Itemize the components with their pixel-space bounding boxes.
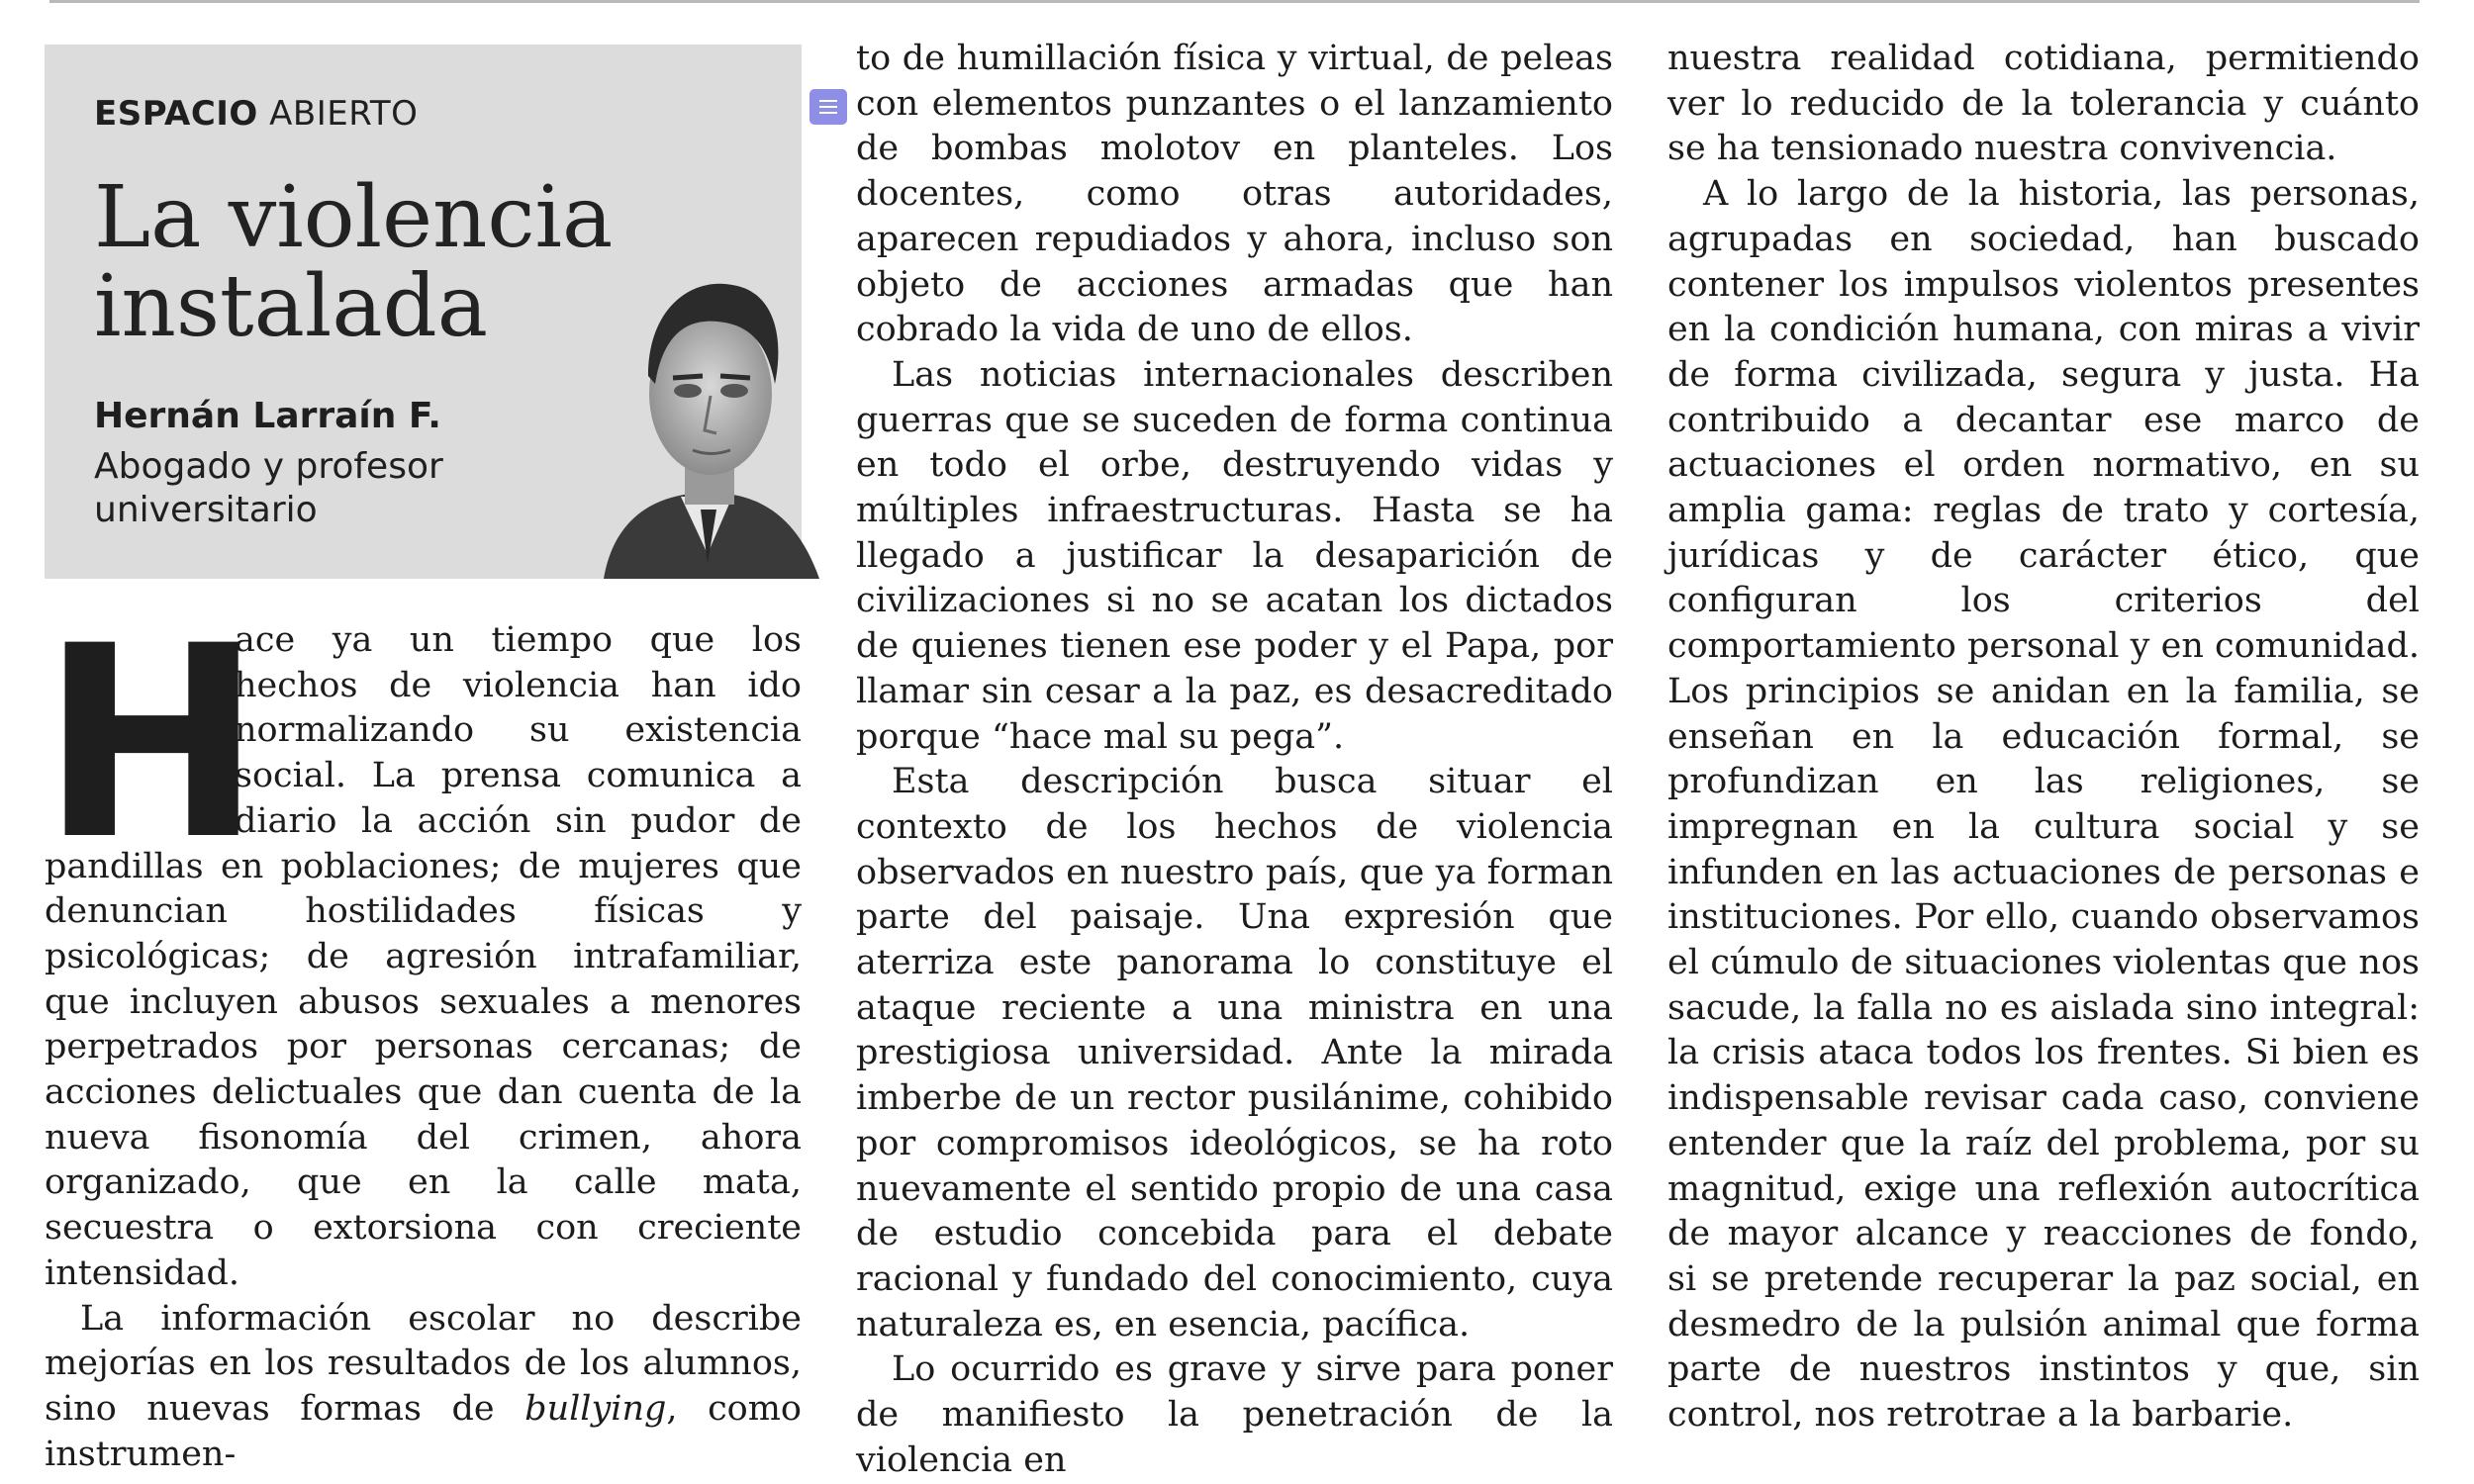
svg-text:H: H — [41, 590, 263, 898]
author-role: Abogado y profesor universitario — [94, 446, 443, 530]
header-box — [45, 45, 802, 579]
drop-cap — [41, 590, 263, 898]
headline: La violencia instalada — [94, 168, 614, 356]
paragraph: ace ya un tiempo que los hechos de violencia han ido normalizando su existencia social. La prensa comunica a diario la acción sin pudor de pandillas en poblaciones; de mujeres que denuncian hostilidades físicas y psicológicas; de agresión intrafamiliar, que incluyen abusos sexuales a menores perpetrados por personas cercanas; de acciones delictuales que dan cuenta de la nueva fisonomía del crimen, ahora organizado, que en la calle mata, secuestra o extorsiona con creciente intensidad. — [45, 620, 802, 1293]
article-column-1 — [41, 590, 803, 1477]
article-column-3 — [1667, 37, 2420, 1438]
author-portrait — [594, 267, 821, 579]
paragraph: nuestra realidad cotidiana, permitiendo ver lo reducido de la tolerancia y cuánto se ha tensionado nuestra convivencia. — [1667, 39, 2420, 169]
author-name: Hernán Larraín F. — [94, 396, 441, 436]
paragraph: La información escolar no describe mejorías en los resultados de los alumnos, sino nuevas formas de bullying, como instrumen- — [45, 1298, 803, 1474]
note-icon[interactable] — [809, 89, 847, 125]
article-column-2 — [856, 37, 1613, 1484]
paragraph: Las noticias internacionales describen guerras que se suceden de forma continua en todo el orbe, destruyendo vidas y múltiples infraestructuras. Hasta se ha llegado a justificar la desaparición de civilizaciones si no se acatan los dictados de quienes tienen ese poder y el Papa, por llamar sin cesar a la paz, es desacreditado porque “hace mal su pega”. — [856, 354, 1613, 757]
paragraph: Esta descripción busca situar el contexto de los hechos de violencia observados en nuestro país, que ya forman parte del paisaje. Una expresión que aterriza este panorama lo constituye el ataque reciente a una ministra en una prestigiosa universidad. Ante la mirada imberbe de un rector pusilánime, cohibido por compromisos ideológicos, se ha roto nuevamente el sentido propio de una casa de estudio concebida para el debate racional y fundado del conocimiento, cuya naturaleza es, en esencia, pacífica. — [856, 762, 1613, 1345]
section-label — [94, 94, 418, 134]
paragraph: Lo ocurrido es grave y sirve para poner de manifiesto la penetración de la violencia en — [856, 1349, 1613, 1480]
top-rule — [49, 0, 2420, 3]
paragraph: A lo largo de la historia, las personas, agrupadas en sociedad, han buscado contener los impulsos violentos presentes en la condición humana, con miras a vivir de forma civilizada, segura y justa. Ha contribuido a decantar ese marco de actuaciones el orden normativo, en su amplia gama: reglas de trato y cortesía, jurídicas y de carácter ético, que configuran los criterios del comportamiento personal y en comunidad. Los principios se anidan en la familia, se enseñan en la educación formal, se profundizan en las religiones, se impregnan en la cultura social y se infunden en las actuaciones de personas e instituciones. Por ello, cuando observamos el cúmulo de situaciones violentas que nos sacude, la falla no es aislada sino integral: la crisis ataca todos los frentes. Si bien es indispensable revisar cada caso, conviene entender que la raíz del problema, por su magnitud, exige una reflexión autocrítica de mayor alcance y reacciones de fondo, si se pretende recuperar la paz social, en desmedro de la pulsión animal que forma parte de nuestros instintos y que, sin control, nos retrotrae a la barbarie. — [1667, 174, 2420, 1436]
section-label-rest: ABIERTO — [269, 94, 419, 134]
section-label-bold: ESPACIO — [94, 94, 258, 134]
paragraph: to de humillación física y virtual, de peleas con elementos punzantes o el lanzamiento de bombas molotov en planteles. Los docentes, como otras autoridades, aparecen repudiados y ahora, incluso son objeto de acciones armadas que han cobrado la vida de uno de ellos. — [856, 39, 1613, 350]
